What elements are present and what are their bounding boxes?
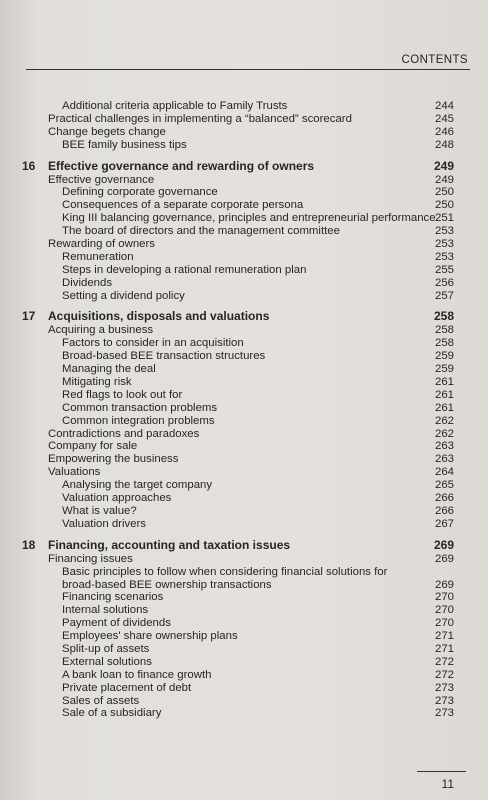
entry-title: Valuation drivers [62, 517, 146, 530]
entry-title: Steps in developing a rational remuneration plan [62, 263, 307, 276]
entry-page-number: 270 [434, 617, 454, 630]
entry-page-number: 269 [433, 537, 454, 552]
entry-title: Change begets change [48, 125, 166, 138]
entry-page-number: 272 [434, 668, 454, 681]
toc-entry [22, 324, 454, 337]
toc-entry [22, 139, 454, 152]
entry-page-number: 273 [434, 681, 454, 694]
toc-entry [22, 174, 454, 187]
toc-entry [22, 238, 454, 251]
entry-title: King III balancing governance, principles and entrepreneurial performance [62, 212, 436, 225]
entry-title: Internal solutions [62, 604, 149, 617]
toc-entry [22, 337, 454, 350]
entry-title: Effective governance [48, 173, 155, 186]
toc-entry [22, 617, 454, 630]
toc-entry [22, 402, 454, 415]
entry-title: Financing, accounting and taxation issues [48, 537, 291, 552]
toc-entry [22, 415, 454, 428]
toc-entry [22, 126, 454, 139]
toc-chapter-entry [22, 538, 454, 553]
entry-title: Effective governance and rewarding of owners [48, 158, 315, 173]
entry-page-number: 265 [434, 479, 454, 492]
entry-page-number: 263 [434, 453, 454, 466]
entry-title: Managing the deal [62, 363, 156, 376]
entry-title: Dividends [62, 276, 113, 289]
entry-title: Common transaction problems [62, 401, 218, 414]
toc-entry [22, 113, 454, 126]
toc-entry [22, 453, 454, 466]
entry-title: Acquisitions, disposals and valuations [48, 309, 270, 324]
entry-page-number: 258 [434, 324, 454, 337]
entry-title: Factors to consider in an acquisition [62, 337, 244, 350]
entry-page-number: 271 [434, 642, 454, 655]
entry-title: External solutions [62, 655, 152, 668]
toc-entry [22, 479, 454, 492]
toc-entry [22, 440, 454, 453]
toc-entry [22, 389, 454, 402]
toc-entry [22, 186, 454, 199]
entry-title: Acquiring a business [48, 324, 154, 337]
chapter-number: 17 [22, 309, 36, 324]
toc-entry [22, 505, 454, 518]
entry-page-number: 250 [434, 186, 454, 199]
entry-page-number: 255 [434, 263, 454, 276]
toc-entry [22, 376, 454, 389]
entry-page-number: 266 [434, 504, 454, 517]
entry-title: Setting a dividend policy [62, 289, 185, 302]
toc-entry [22, 566, 454, 592]
entry-page-number: 248 [434, 138, 454, 151]
toc-entry [22, 199, 454, 212]
entry-page-number: 244 [434, 100, 454, 112]
toc-entry [22, 212, 454, 225]
toc-entry [22, 707, 454, 720]
entry-title: Sale of a subsidiary [62, 707, 162, 720]
entry-page-number: 272 [434, 655, 454, 668]
entry-page-number: 264 [434, 466, 454, 479]
entry-page-number: 270 [434, 604, 454, 617]
toc-entry [22, 225, 454, 238]
page-number: 11 [441, 777, 454, 791]
toc-entry [22, 518, 454, 531]
entry-title: Split-up of assets [62, 642, 150, 655]
entry-title: Company for sale [48, 440, 138, 453]
entry-title: Private placement of debt [62, 681, 192, 694]
entry-title: What is value? [62, 504, 137, 517]
entry-page-number: 251 [434, 212, 454, 225]
toc-entry [22, 428, 454, 441]
entry-page-number: 259 [434, 363, 454, 376]
running-header: CONTENTS [401, 54, 468, 66]
toc-entry [22, 466, 454, 479]
toc-entry [22, 656, 454, 669]
entry-page-number: 266 [434, 492, 454, 505]
entry-page-number: 258 [433, 309, 454, 324]
toc-entry [22, 695, 454, 708]
entry-title: Red flags to look out for [62, 388, 183, 401]
entry-page-number: 250 [434, 199, 454, 212]
toc-entry [22, 350, 454, 363]
entry-title: Contradictions and paradoxes [48, 427, 200, 440]
entry-title: Analysing the target company [62, 479, 213, 492]
toc-entry [22, 643, 454, 656]
toc-entry [22, 591, 454, 604]
entry-page-number: 271 [434, 630, 454, 643]
entry-page-number: 249 [434, 173, 454, 186]
entry-title: Financing scenarios [62, 591, 164, 604]
toc-chapter-entry [22, 159, 454, 174]
entry-title: Mitigating risk [62, 376, 132, 389]
toc-entry [22, 669, 454, 682]
entry-title: Empowering the business [48, 453, 179, 466]
entry-title: Employees' share ownership plans [62, 630, 238, 643]
entry-page-number: 257 [434, 289, 454, 302]
entry-title: Payment of dividends [62, 617, 171, 630]
entry-page-number: 263 [434, 440, 454, 453]
toc-entry [22, 604, 454, 617]
entry-page-number: 246 [434, 125, 454, 138]
entry-title: Consequences of a separate corporate persona [62, 199, 304, 212]
footer-rule [417, 771, 466, 772]
toc-entry [22, 277, 454, 290]
entry-page-number: 253 [434, 225, 454, 238]
entry-page-number: 249 [433, 158, 454, 173]
entry-title: Rewarding of owners [48, 238, 155, 251]
entry-page-number: 253 [434, 238, 454, 251]
entry-page-number: 269 [434, 552, 454, 565]
toc-entry [22, 630, 454, 643]
toc-entry [22, 100, 454, 113]
entry-title: Broad-based BEE transaction structures [62, 350, 266, 363]
entry-page-number: 256 [434, 276, 454, 289]
entry-page-number: 261 [434, 401, 454, 414]
toc-entry [22, 553, 454, 566]
entry-page-number: 253 [434, 250, 454, 263]
table-of-contents [22, 100, 454, 720]
entry-title: Basic principles to follow when considering financial solutions for broad-based BEE ownership transactions [62, 565, 388, 591]
entry-title: Remuneration [62, 250, 134, 263]
entry-page-number: 261 [434, 388, 454, 401]
toc-entry [22, 682, 454, 695]
entry-page-number: 258 [434, 337, 454, 350]
entry-page-number: 262 [434, 414, 454, 427]
toc-entry [22, 290, 454, 303]
entry-page-number: 261 [434, 376, 454, 389]
entry-page-number: 269 [434, 578, 454, 591]
header-rule [26, 69, 470, 70]
entry-page-number: 259 [434, 350, 454, 363]
entry-title: Common integration problems [62, 414, 215, 427]
entry-title: Sales of assets [62, 694, 140, 707]
entry-title: Practical challenges in implementing a “balanced” scorecard [48, 112, 352, 125]
entry-title: BEE family business tips [62, 138, 187, 151]
entry-page-number: 267 [434, 517, 454, 530]
chapter-number: 16 [22, 158, 36, 173]
toc-entry [22, 363, 454, 376]
entry-title: Additional criteria applicable to Family Trusts [62, 100, 288, 112]
toc-entry [22, 264, 454, 277]
entry-page-number: 273 [434, 694, 454, 707]
entry-title: Financing issues [48, 552, 133, 565]
toc-chapter-entry [22, 309, 454, 324]
entry-page-number: 262 [434, 427, 454, 440]
entry-title: Valuations [48, 466, 101, 479]
entry-page-number: 270 [434, 591, 454, 604]
entry-page-number: 245 [434, 112, 454, 125]
toc-entry [22, 492, 454, 505]
chapter-number: 18 [22, 537, 36, 552]
entry-page-number: 273 [434, 707, 454, 720]
toc-entry [22, 251, 454, 264]
entry-title: The board of directors and the management committee [62, 225, 340, 238]
entry-title: Valuation approaches [62, 492, 172, 505]
entry-title: A bank loan to finance growth [62, 668, 212, 681]
entry-title: Defining corporate governance [62, 186, 218, 199]
